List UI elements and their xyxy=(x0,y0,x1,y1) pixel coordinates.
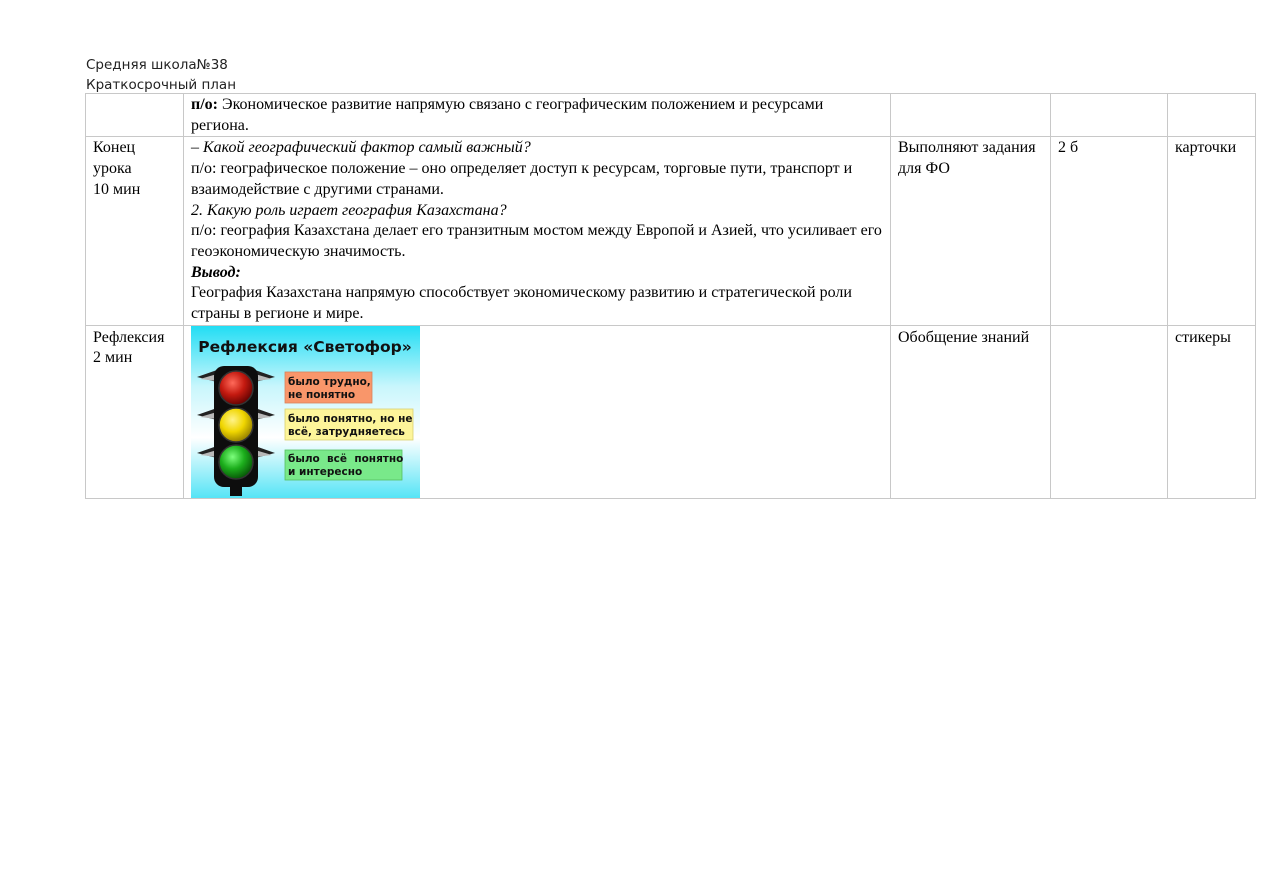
table-row-end xyxy=(86,137,1256,325)
green-light-icon xyxy=(219,445,253,479)
resources-cell xyxy=(1168,94,1256,137)
content-cell xyxy=(184,325,891,498)
red-label-line1: было трудно, xyxy=(288,375,371,388)
stage-duration: 2 мин xyxy=(93,349,133,367)
table-row-intro xyxy=(86,94,1256,137)
yellow-light-icon xyxy=(219,408,253,442)
students-cell xyxy=(891,94,1051,137)
table-row-reflection xyxy=(86,325,1256,498)
stage-label: Конец xyxy=(93,139,136,157)
conclusion-label: Вывод: xyxy=(191,263,241,281)
assessment-cell: 2 б xyxy=(1051,137,1168,325)
stage-label: урока xyxy=(93,160,132,178)
stage-label: Рефлексия xyxy=(93,328,165,346)
stage-cell xyxy=(86,325,184,498)
answer-2: п/о: география Казахстана делает его транзитным мостом между Европой и Азией, что усиливает его геоэкономическую значимость. xyxy=(191,222,882,260)
students-cell: Обобщение знаний xyxy=(891,325,1051,498)
question-2: 2. Какую роль играет география Казахстана? xyxy=(191,201,507,219)
students-cell: Выполняют задания для ФО xyxy=(891,137,1051,325)
traffic-light-image xyxy=(191,326,420,498)
resources-cell: стикеры xyxy=(1168,325,1256,498)
answer-1: п/о: географическое положение – оно определяет доступ к ресурсам, торговые пути, транспорт и взаимодействие с другими странами. xyxy=(191,160,853,198)
content-cell xyxy=(184,137,891,325)
stage-cell xyxy=(86,94,184,137)
green-label-line1: было всё понятно xyxy=(288,452,404,465)
plan-title: Краткосрочный план xyxy=(86,77,237,93)
yellow-label-line2: всё, затрудняетесь xyxy=(288,425,405,438)
school-name: Средняя школа№38 xyxy=(86,57,228,73)
conclusion-text: География Казахстана напрямую способствует экономическому развитию и стратегической роли страны в регионе и мире. xyxy=(191,284,852,323)
image-title: Рефлексия «Светофор» xyxy=(198,337,412,356)
green-label-line2: и интересно xyxy=(288,465,363,478)
lesson-plan-table xyxy=(85,93,1256,499)
stage-duration: 10 мин xyxy=(93,180,141,198)
resources-cell: карточки xyxy=(1168,137,1256,325)
assessment-cell xyxy=(1051,94,1168,137)
document-header xyxy=(86,55,236,95)
assessment-cell xyxy=(1051,325,1168,498)
stage-cell xyxy=(86,137,184,325)
answer-text: Экономическое развитие напрямую связано с географическим положением и ресурсами региона. xyxy=(191,96,824,134)
content-cell xyxy=(184,94,891,137)
yellow-label-line1: было понятно, но не xyxy=(288,412,413,425)
answer-label: п/о: xyxy=(191,96,218,113)
question-1: – Какой географический фактор самый важный? xyxy=(191,139,531,157)
red-label-line2: не понятно xyxy=(288,388,356,401)
red-light-icon xyxy=(219,371,253,405)
